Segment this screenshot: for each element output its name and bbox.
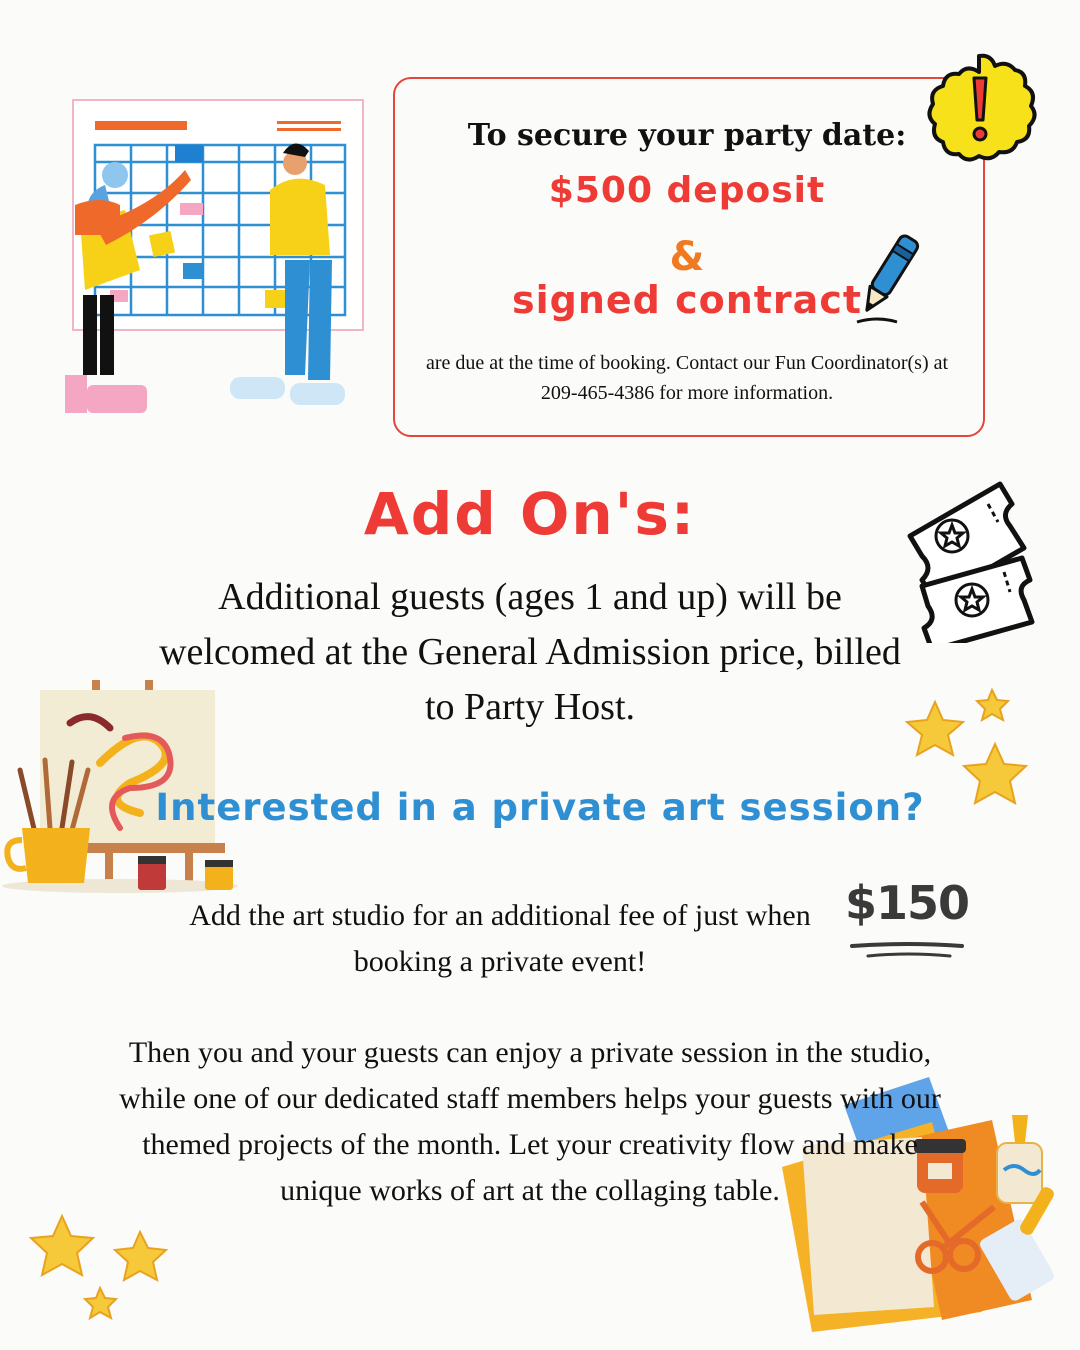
stars-icon [22, 1210, 177, 1330]
tickets-icon [900, 478, 1045, 643]
calendar-planning-illustration [55, 95, 375, 425]
ampersand: & [669, 234, 705, 280]
price-underline [848, 940, 968, 962]
studio-details-text: Then you and your guests can enjoy a private session in the studio, while one of our dedicated staff members helps your guests with our themed projects of the month. Let your creativity flow and make unique works of art at the collaging table. [119, 1036, 941, 1207]
studio-price: $150 [844, 876, 970, 930]
notice-heading: To secure your party date: [467, 118, 907, 153]
alert-badge-icon [918, 52, 1040, 162]
signed-contract-text: signed contract [511, 278, 863, 322]
deposit-amount: $500 deposit [548, 170, 826, 211]
addons-body-text: Additional guests (ages 1 and up) will be welcomed at the General Admission price, billed to Party Host. [159, 576, 901, 728]
addons-title: Add On's: [363, 480, 697, 548]
notice-body-text: are due at the time of booking. Contact our Fun Coordinator(s) at 209-465-4386 for more information. [425, 352, 949, 404]
art-session-question: Interested in a private art session? [155, 786, 925, 829]
pen-icon [852, 228, 922, 328]
studio-fee-text: Add the art studio for an additional fee of just when booking a private event! [189, 899, 811, 978]
